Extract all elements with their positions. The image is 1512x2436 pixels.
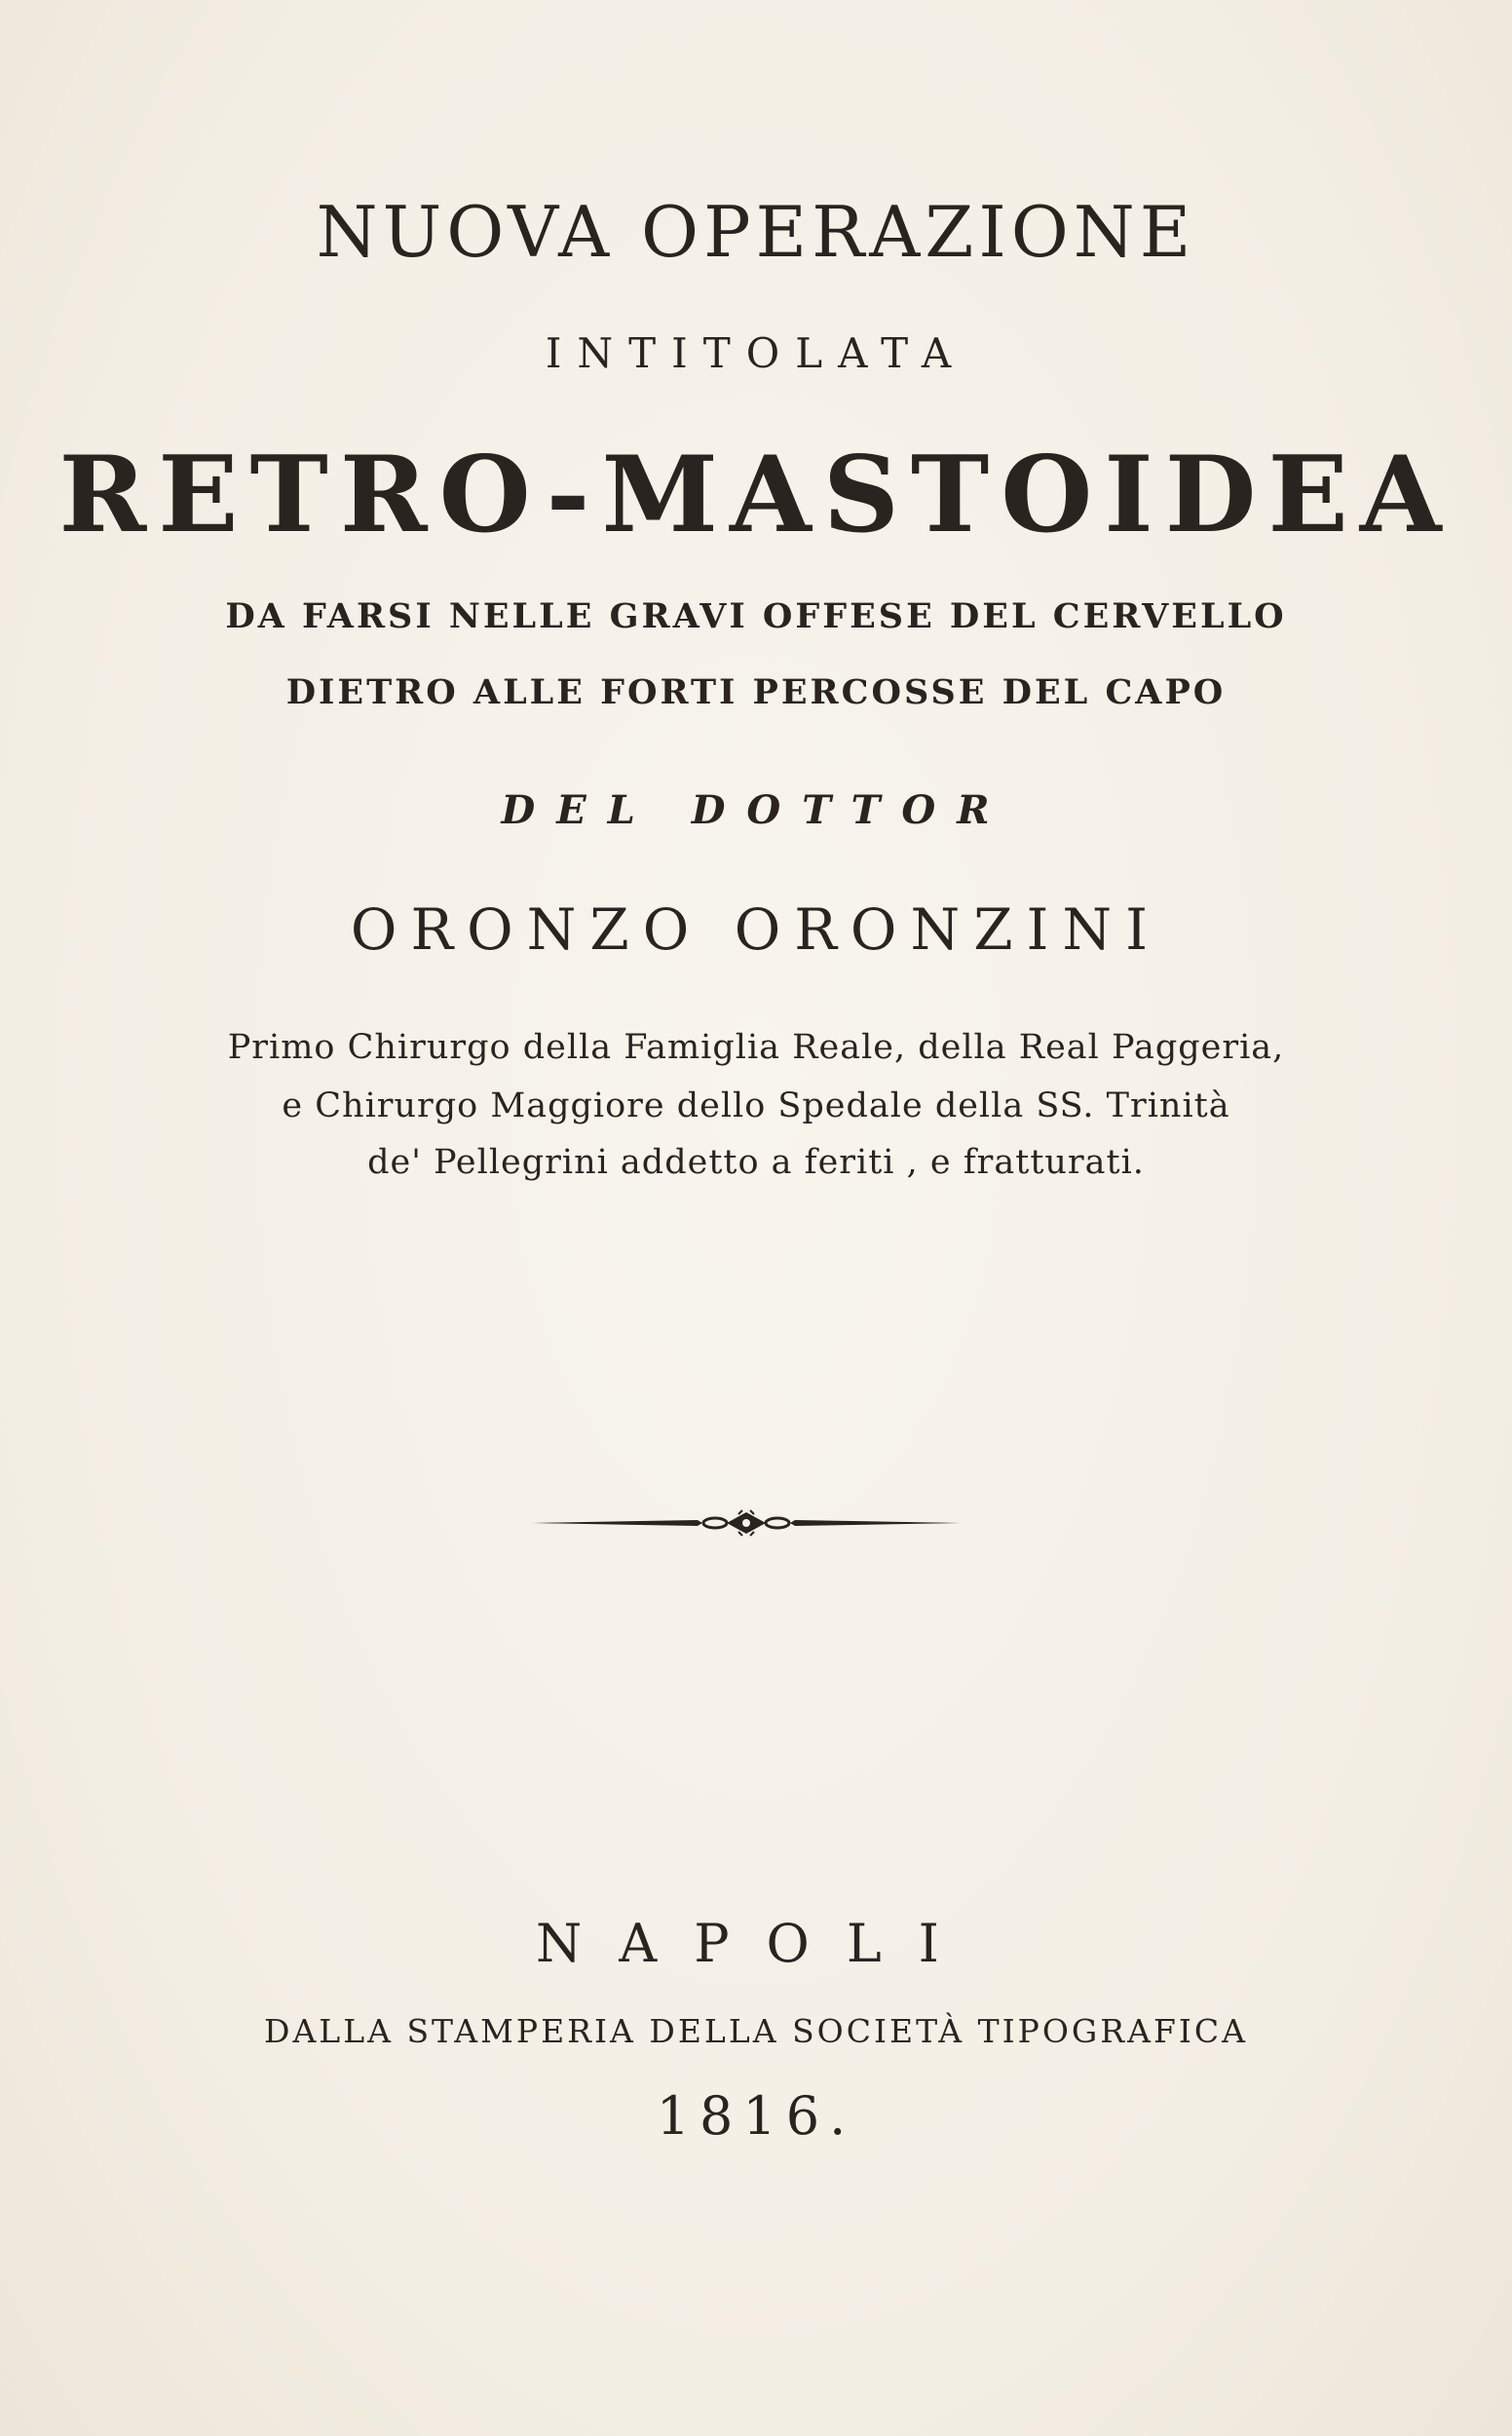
title-line-2: INTITOLATA	[545, 329, 967, 377]
byline: DEL DOTTOR	[501, 787, 1011, 833]
bleed-through-shadow	[78, 1257, 1442, 1329]
subtitle-line-1: DA FARSI NELLE GRAVI OFFESE DEL CERVELLO	[225, 596, 1287, 636]
imprint-year: 1816.	[656, 2085, 856, 2147]
author-name: ORONZO ORONZINI	[350, 896, 1162, 963]
printers-ornament-divider	[532, 1508, 961, 1538]
title-line-1: NUOVA OPERAZIONE	[316, 191, 1196, 273]
main-title: RETRO-MASTOIDEA	[58, 434, 1454, 556]
author-description-line-1: Primo Chirurgo della Famiglia Reale, della Real Paggeria,	[227, 1028, 1285, 1067]
imprint-city: NAPOLI	[535, 1913, 977, 1974]
subtitle-line-2: DIETRO ALLE FORTI PERCOSSE DEL CAPO	[285, 672, 1227, 712]
author-description-line-2: e Chirurgo Maggiore dello Spedale della SS. Trinità	[282, 1086, 1230, 1125]
imprint-printer: DALLA STAMPERIA DELLA SOCIETÀ TIPOGRAFICA	[264, 2012, 1248, 2050]
author-description-line-3: de' Pellegrini addetto a feriti , e fratturati.	[367, 1143, 1145, 1182]
